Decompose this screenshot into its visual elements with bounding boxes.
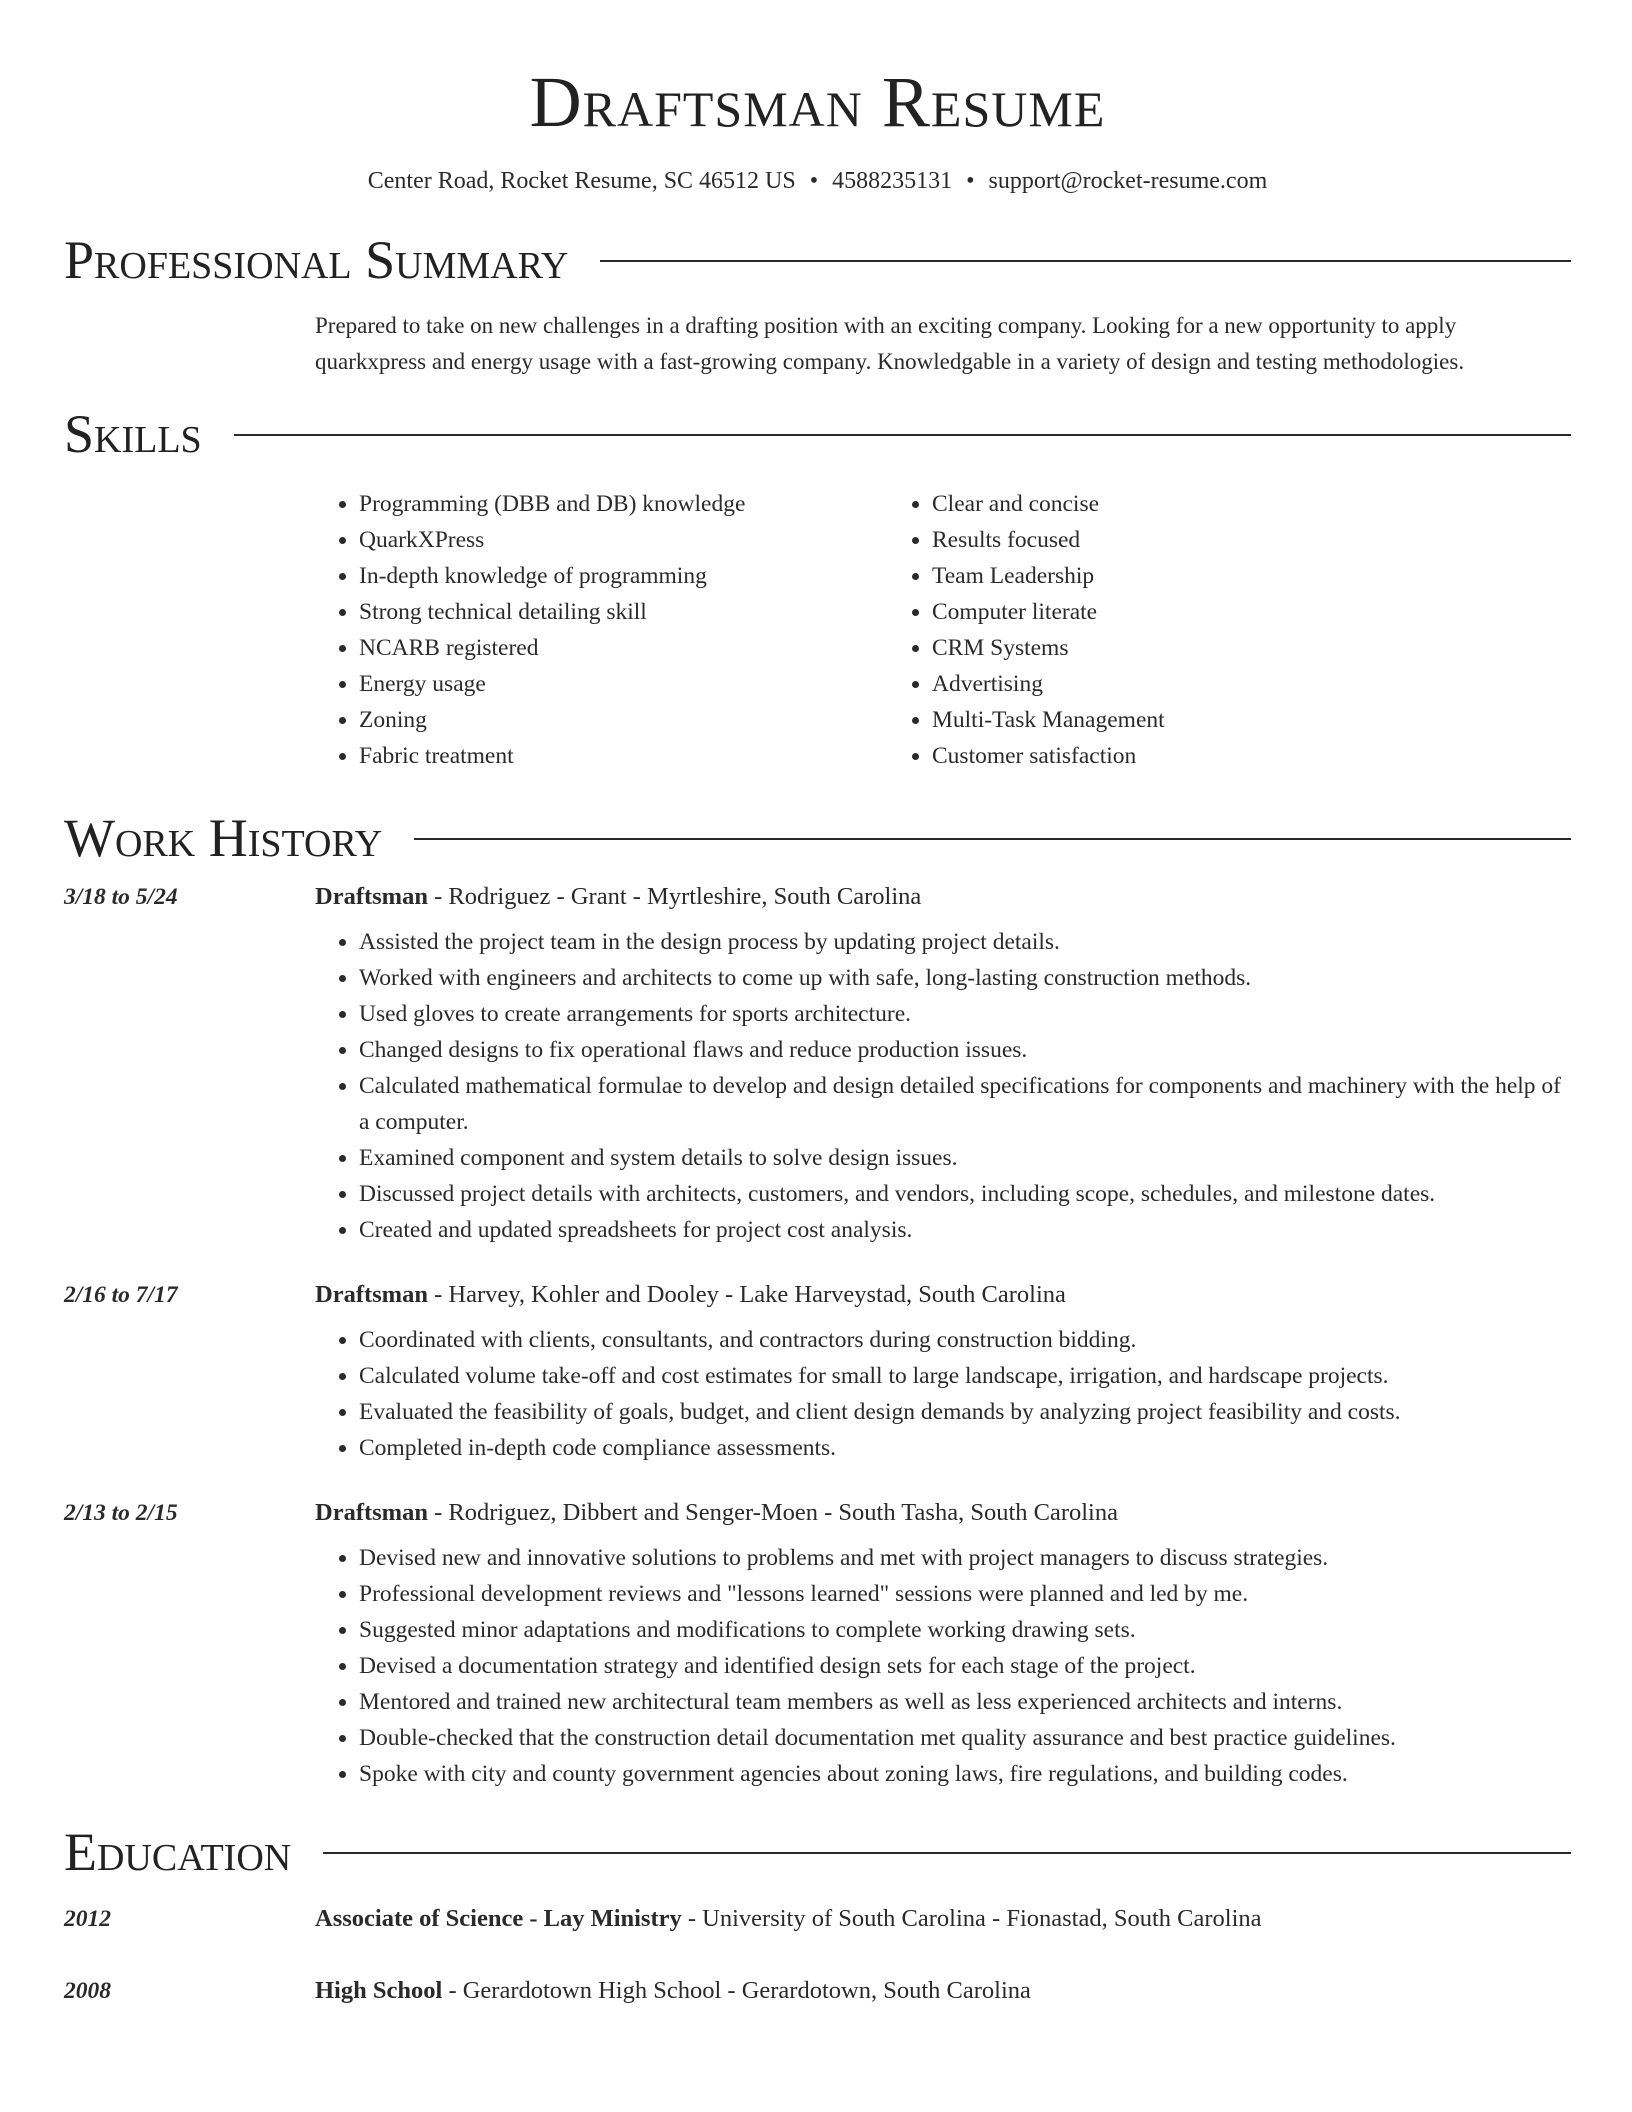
skill-item: • Multi-Task Management (932, 702, 1165, 738)
job-bullet: • Devised new and innovative solutions to problems and met with project managers to discuss strategies. (359, 1540, 1571, 1576)
skill-item: • Programming (DBB and DB) knowledge (359, 486, 888, 522)
skill-item: • Strong technical detailing skill (359, 594, 888, 630)
education-entry (64, 1974, 1571, 2008)
education-section-header (64, 1822, 1571, 1882)
job-dates: 2/13 to 2/15 (64, 1500, 178, 1526)
skill-item: • Zoning (359, 702, 888, 738)
education-school: - Gerardotown High School - Gerardotown, South Carolina (442, 1977, 1031, 2004)
job-bullet: • Mentored and trained new architectural team members as well as less experienced architects and interns. (359, 1684, 1571, 1720)
education-degree: High School (315, 1977, 443, 2004)
job-title-line (315, 1278, 1066, 1312)
job-title-line (315, 1496, 1118, 1530)
job-bullet: • Coordinated with clients, consultants, and contractors during construction bidding. (359, 1322, 1571, 1358)
job-employer: - Harvey, Kohler and Dooley - Lake Harveystad, South Carolina (427, 1281, 1066, 1308)
skills-list-right (888, 486, 1165, 774)
skills-heading: Skills (64, 404, 202, 464)
contact-address: Center Road, Rocket Resume, SC 46512 US (367, 168, 796, 194)
job-bullet: • Completed in-depth code compliance assessments. (359, 1430, 1571, 1466)
skills-section-header (64, 404, 1571, 464)
section-divider (234, 434, 1571, 436)
resume-page (64, 0, 1571, 2008)
summary-section-header (64, 230, 1571, 290)
job-dates: 2/16 to 7/17 (64, 1282, 178, 1308)
job-bullet: • Suggested minor adaptations and modifications to complete working drawing sets. (359, 1612, 1571, 1648)
skills-columns (315, 486, 1571, 774)
education-line (315, 1974, 1031, 2008)
education-heading: Education (64, 1822, 292, 1882)
job-bullet: • Discussed project details with architects, customers, and vendors, including scope, schedules, and milestone dates. (359, 1176, 1571, 1212)
skill-item: • NCARB registered (359, 630, 888, 666)
job-bullet: • Examined component and system details to solve design issues. (359, 1140, 1571, 1176)
skill-item: • Energy usage (359, 666, 888, 702)
skill-item: • CRM Systems (932, 630, 1165, 666)
contact-separator: • (809, 168, 819, 194)
education-entry (64, 1902, 1571, 1936)
job-bullet: • Calculated mathematical formulae to develop and design detailed specifications for components and machinery with the help of a computer. (359, 1068, 1571, 1140)
skill-item: • Customer satisfaction (932, 738, 1165, 774)
skill-item: • Clear and concise (932, 486, 1165, 522)
job-header (64, 1278, 1571, 1312)
skill-item: • In-depth knowledge of programming (359, 558, 888, 594)
contact-line (64, 166, 1571, 196)
education-school: - University of South Carolina - Fionastad, South Carolina (681, 1905, 1262, 1932)
education-degree: Associate of Science - Lay Ministry (315, 1905, 682, 1932)
work-heading: Work History (64, 808, 383, 868)
job-bullet: • Changed designs to fix operational flaws and reduce production issues. (359, 1032, 1571, 1068)
job-dates: 3/18 to 5/24 (64, 884, 178, 910)
job-bullets (64, 924, 1571, 1248)
section-divider (600, 260, 1571, 262)
contact-phone: 4588235131 (832, 168, 953, 194)
contact-email: support@rocket-resume.com (988, 168, 1268, 194)
job-bullet: • Devised a documentation strategy and identified design sets for each stage of the project. (359, 1648, 1571, 1684)
skill-item: • Team Leadership (932, 558, 1165, 594)
skill-item: • Advertising (932, 666, 1165, 702)
resume-name: Draftsman Resume (529, 62, 1106, 142)
education-year: 2008 (64, 1978, 111, 2004)
job-bullet: • Evaluated the feasibility of goals, budget, and client design demands by analyzing project feasibility and costs. (359, 1394, 1571, 1430)
skills-list-left (315, 486, 888, 774)
job-header (64, 880, 1571, 914)
work-section-header (64, 808, 1571, 868)
job-bullet: • Calculated volume take-off and cost estimates for small to large landscape, irrigation, and hardscape projects. (359, 1358, 1571, 1394)
education-line (315, 1902, 1262, 1936)
job-title: Draftsman (315, 1281, 428, 1308)
summary-text: Prepared to take on new challenges in a drafting position with an exciting company. Looking for a new opportunity to apply quarkxpress and energy usage with a fast-growing company. Knowledgable in a variety of design and testing methodologies. (315, 313, 1465, 374)
job-title-line (315, 880, 921, 914)
job-bullet: • Used gloves to create arrangements for sports architecture. (359, 996, 1571, 1032)
job-bullet: • Assisted the project team in the design process by updating project details. (359, 924, 1571, 960)
education-year: 2012 (64, 1906, 111, 1932)
job-employer: - Rodriguez - Grant - Myrtleshire, South Carolina (427, 883, 922, 910)
summary-heading: Professional Summary (64, 230, 569, 290)
job-bullet: • Created and updated spreadsheets for project cost analysis. (359, 1212, 1571, 1248)
section-divider (414, 838, 1571, 840)
job-bullets (64, 1322, 1571, 1466)
job-bullet: • Spoke with city and county government agencies about zoning laws, fire regulations, and building codes. (359, 1756, 1571, 1792)
job-title: Draftsman (315, 883, 428, 910)
job-bullets (64, 1540, 1571, 1792)
skill-item: • Computer literate (932, 594, 1165, 630)
job-entry (64, 1496, 1571, 1792)
job-header (64, 1496, 1571, 1530)
job-bullet: • Worked with engineers and architects to come up with safe, long-lasting construction methods. (359, 960, 1571, 996)
job-title: Draftsman (315, 1499, 428, 1526)
skill-item: • QuarkXPress (359, 522, 888, 558)
skill-item: • Results focused (932, 522, 1165, 558)
contact-separator: • (966, 168, 975, 194)
job-employer: - Rodriguez, Dibbert and Senger-Moen - South Tasha, South Carolina (427, 1499, 1118, 1526)
skill-item: • Fabric treatment (359, 738, 888, 774)
job-entry (64, 1278, 1571, 1466)
job-entry (64, 880, 1571, 1248)
section-divider (323, 1852, 1571, 1854)
job-bullet: • Professional development reviews and "lessons learned" sessions were planned and led by me. (359, 1576, 1571, 1612)
job-bullet: • Double-checked that the construction detail documentation met quality assurance and best practice guidelines. (359, 1720, 1571, 1756)
